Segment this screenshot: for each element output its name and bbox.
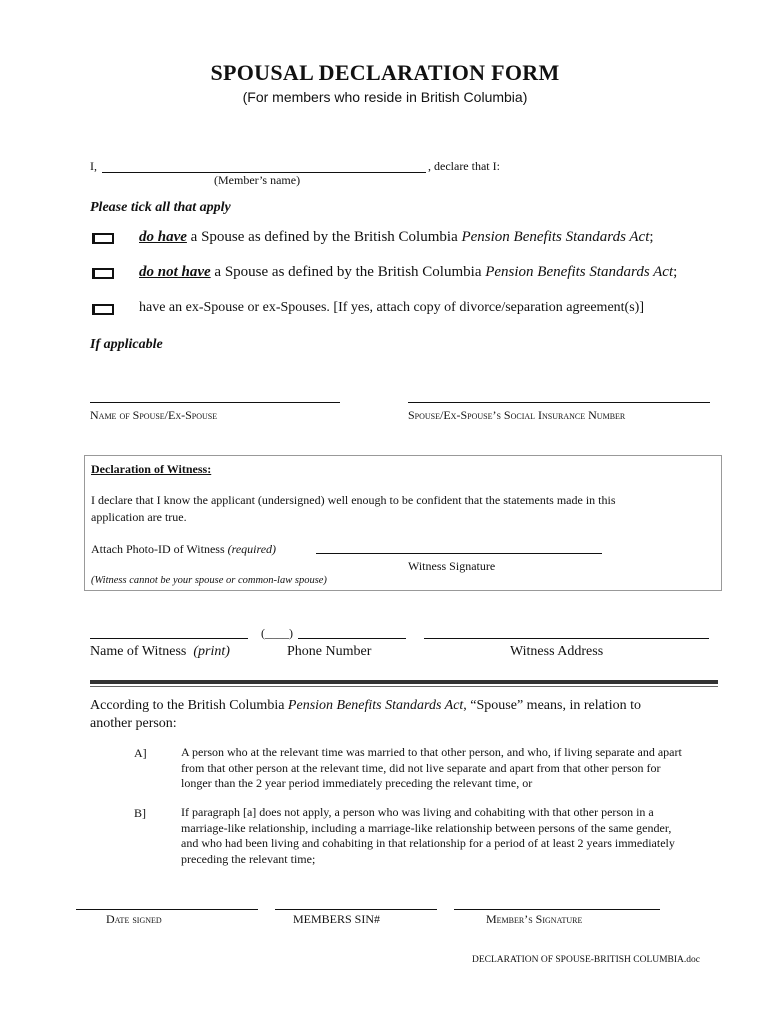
option-act: Pension Benefits Standards Act [485, 264, 674, 280]
definition-act: Pension Benefits Standards Act [287, 698, 464, 713]
witness-signature-label: Witness Signature [408, 559, 496, 573]
members-sin-field[interactable] [275, 909, 437, 910]
phone-area-code: (____) [261, 626, 293, 640]
option-act: Pension Benefits Standards Act [461, 229, 650, 245]
option-do-not-have [139, 264, 677, 281]
if-applicable-heading: If applicable [90, 337, 163, 352]
witness-statement-1: I declare that I know the applicant (undersigned) well enough to be confident that the statements made in this [91, 493, 616, 507]
section-divider-thin [90, 686, 718, 687]
phone-number-label: Phone Number [287, 644, 372, 659]
option-do-have [139, 229, 654, 246]
witness-name-label [90, 644, 230, 660]
form-subtitle: (For members who reside in British Columbia) [242, 89, 528, 105]
form-title: SPOUSAL DECLARATION FORM [210, 60, 560, 85]
definition-intro-a: According to the British Columbia [90, 698, 288, 713]
do-not-have-checkbox[interactable] [92, 268, 114, 279]
option-text: a Spouse as defined by the British Columbia [210, 264, 486, 280]
option-lead: do have [139, 229, 187, 245]
ex-spouse-checkbox[interactable] [92, 304, 114, 315]
declare-prefix: I, [90, 159, 97, 173]
witness-heading: Declaration of Witness: [91, 462, 212, 476]
do-have-checkbox[interactable] [92, 233, 114, 244]
witness-note: (Witness cannot be your spouse or common-law spouse) [91, 575, 327, 586]
clause-a-marker: A] [134, 746, 147, 760]
spouse-name-field[interactable] [90, 402, 340, 403]
member-name-caption: (Member’s name) [214, 173, 301, 187]
date-signed-label: Date signed [106, 912, 162, 926]
clause-a-text: A person who at the relevant time was married to that other person, and who, if living separate and apart from that other person at the relevant time, did not live separate and apart from that other person for longer than the 2 year period immediately preceding the relevant time, or [181, 745, 682, 790]
witness-name-field[interactable] [90, 638, 248, 639]
option-ex-spouse: have an ex-Spouse or ex-Spouses. [If yes, attach copy of divorce/separation agreement(s)] [139, 300, 644, 315]
spouse-sin-field[interactable] [408, 402, 710, 403]
section-divider [90, 680, 718, 684]
option-end: ; [673, 264, 678, 280]
member-signature-label: Member’s Signature [486, 912, 583, 926]
definition-intro-b: , “Spouse” means, in relation to [463, 698, 641, 713]
definition-intro [90, 698, 641, 714]
footer-filename: DECLARATION OF SPOUSE-BRITISH COLUMBIA.doc [472, 955, 701, 965]
tick-heading: Please tick all that apply [90, 200, 231, 215]
witness-statement-2: application are true. [91, 510, 187, 524]
witness-address-label: Witness Address [510, 644, 604, 659]
witness-signature-field[interactable] [316, 553, 602, 554]
witness-address-field[interactable] [424, 638, 709, 639]
photo-id-label: Attach Photo-ID of Witness [91, 542, 225, 556]
spouse-name-label: Name of Spouse/Ex-Spouse [90, 408, 218, 422]
option-end: ; [649, 229, 654, 245]
witness-phone-field[interactable] [298, 638, 406, 639]
witness-name-print: (print) [193, 644, 230, 659]
definition-intro-c: another person: [90, 716, 177, 731]
option-lead: do not have [139, 264, 211, 280]
witness-name-text: Name of Witness [90, 644, 187, 659]
clause-b-text: If paragraph [a] does not apply, a person who was living and cohabiting with that other person in a marriage-like relationship, including a marriage-like relationship between persons of the same gender, and who had been living and cohabiting in that relationship for a period of at least 2 years immediately preceding the relevant time; [181, 805, 675, 866]
photo-id-required: (required) [227, 542, 277, 556]
date-signed-field[interactable] [76, 909, 258, 910]
member-signature-field[interactable] [454, 909, 660, 910]
members-sin-label: MEMBERS SIN# [293, 912, 381, 926]
photo-id-text [91, 542, 276, 557]
spouse-sin-label: Spouse/Ex-Spouse’s Social Insurance Number [408, 408, 626, 422]
declare-suffix: , declare that I: [428, 159, 500, 173]
clause-b-marker: B] [134, 806, 146, 820]
option-text: a Spouse as defined by the British Columbia [186, 229, 462, 245]
